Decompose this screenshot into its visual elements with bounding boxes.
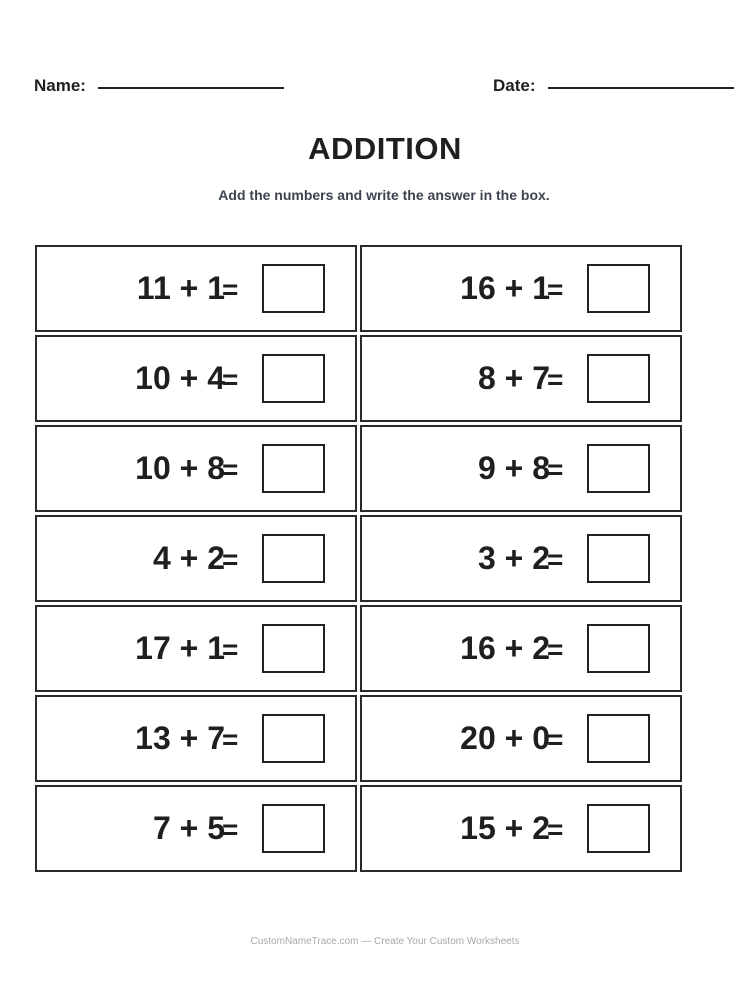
equals-sign: = (222, 634, 239, 665)
problem-expression: 9 + 8 (477, 450, 550, 486)
date-field (493, 76, 734, 96)
equals-sign: = (547, 454, 564, 485)
answer-box[interactable] (262, 624, 325, 673)
problem-cell (360, 695, 682, 782)
answer-box[interactable] (262, 804, 325, 853)
problem-cell (35, 425, 357, 512)
problem-cell (360, 425, 682, 512)
answer-box[interactable] (262, 444, 325, 493)
problem-cell (35, 785, 357, 872)
answer-box[interactable] (587, 714, 650, 763)
equals-sign: = (222, 724, 239, 755)
name-write-line[interactable] (98, 86, 284, 89)
answer-box[interactable] (262, 354, 325, 403)
equals-sign: = (547, 364, 564, 395)
equals-sign: = (547, 724, 564, 755)
equals-sign: = (222, 814, 239, 845)
problem-expression: 20 + 0 (460, 720, 550, 756)
problem-cell (360, 785, 682, 872)
equals-sign: = (547, 274, 564, 305)
problem-expression: 10 + 8 (135, 450, 225, 486)
problem-expression: 16 + 1 (460, 270, 550, 306)
footer-credit: CustomNameTrace.com — Create Your Custom Worksheets (250, 936, 520, 947)
problem-expression: 10 + 4 (135, 360, 225, 396)
date-write-line[interactable] (548, 86, 734, 89)
worksheet-title: ADDITION (308, 131, 462, 166)
equals-sign: = (222, 454, 239, 485)
problem-cell (35, 515, 357, 602)
answer-box[interactable] (587, 354, 650, 403)
problem-cell (360, 335, 682, 422)
problem-expression: 13 + 7 (135, 720, 225, 756)
problem-cell (35, 245, 357, 332)
problem-expression: 3 + 2 (477, 540, 550, 576)
problem-expression: 4 + 2 (152, 540, 225, 576)
equals-sign: = (547, 634, 564, 665)
problem-expression: 11 + 1 (136, 270, 225, 306)
problem-grid (35, 245, 682, 872)
equals-sign: = (222, 544, 239, 575)
problem-cell (35, 605, 357, 692)
problem-cell (360, 515, 682, 602)
problem-expression: 8 + 7 (477, 360, 550, 396)
date-label: Date: (493, 76, 536, 95)
problem-cell (35, 335, 357, 422)
problem-expression: 17 + 1 (135, 630, 225, 666)
name-label: Name: (34, 76, 86, 95)
worksheet-instructions: Add the numbers and write the answer in the box. (218, 187, 550, 203)
equals-sign: = (547, 544, 564, 575)
name-field (34, 76, 284, 96)
answer-box[interactable] (587, 624, 650, 673)
equals-sign: = (547, 814, 564, 845)
problem-cell (360, 245, 682, 332)
problem-cell (360, 605, 682, 692)
answer-box[interactable] (587, 534, 650, 583)
answer-box[interactable] (587, 264, 650, 313)
answer-box[interactable] (262, 264, 325, 313)
equals-sign: = (222, 364, 239, 395)
answer-box[interactable] (262, 714, 325, 763)
answer-box[interactable] (262, 534, 325, 583)
equals-sign: = (222, 274, 239, 305)
answer-box[interactable] (587, 804, 650, 853)
answer-box[interactable] (587, 444, 650, 493)
problem-expression: 7 + 5 (152, 810, 225, 846)
problem-cell (35, 695, 357, 782)
problem-expression: 16 + 2 (460, 630, 550, 666)
problem-expression: 15 + 2 (460, 810, 550, 846)
